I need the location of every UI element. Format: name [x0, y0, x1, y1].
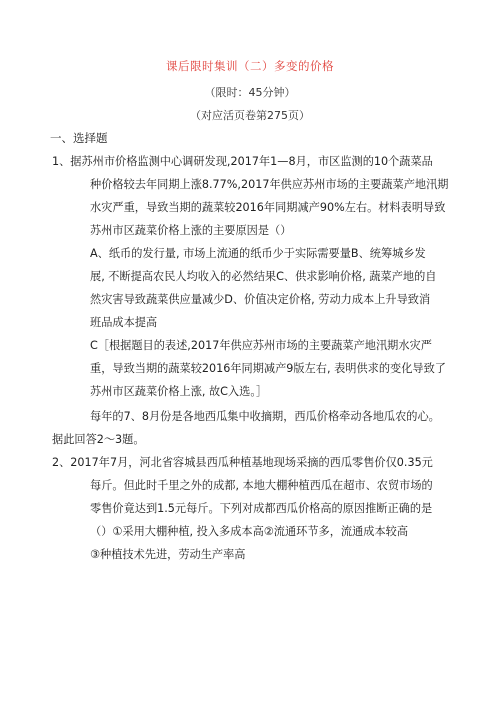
q1-line: 种价格较去年同期上涨8.77%,2017年供应苏州市场的主要蔬菜产地汛期: [90, 178, 449, 191]
answer-line: 重，导致当期的蔬菜较2016年同期减产9版左右, 表明供求的变化导致了: [90, 362, 446, 375]
intro-line: 据此回答2〜3题。: [52, 433, 145, 446]
q1-line: 水灾严重，导致当期的蔬菜较2016年同期减产90%左右。材料表明导致: [90, 201, 446, 214]
option-line: 然灾害导致蔬菜供应量减少D、价值决定价格, 劳动力成本上升导致消: [90, 293, 431, 306]
option-line: 班品成本提高: [90, 316, 158, 329]
time-limit: （限时：45分钟）: [204, 86, 296, 99]
q2-line: （）①采用大棚种植, 投入多成本高②流通环节多，流通成本较高: [90, 525, 409, 538]
section-title: 一、选择题: [50, 131, 108, 145]
option-line: 展, 不断提高农民人均收入的必然结果C、供求影响价格, 蔬菜产地的自: [90, 270, 437, 283]
page-title: 课后限时集训（二）多变的价格: [166, 59, 334, 73]
q2-line: 零售价竟达到1.5元每斤。下列对成都西瓜价格高的原因推断正确的是: [90, 502, 433, 515]
option-line: A、纸币的发行量, 市场上流通的纸币少于实际需要量B、统筹城乡发: [90, 247, 426, 260]
answer-line: C［根据题目的表述,2017年供应苏州市场的主要蔬菜产地汛期水灾严: [90, 339, 432, 352]
q1-line: 1、据苏州市价格监测中心调研发现,2017年1—8月，市区监测的10个蔬菜品: [52, 155, 433, 168]
q2-line: 2、2017年7月，河北省容城县西瓜种植基地现场采摘的西瓜零售价仅0.35元: [52, 456, 433, 469]
q2-line: ③种植技术先进，劳动生产率高: [90, 548, 246, 561]
q2-line: 每斤。但此时千里之外的成都, 本地大棚种植西瓜在超市、农贸市场的: [90, 479, 433, 492]
page-reference: （对应活页卷第275页）: [190, 109, 310, 122]
q1-line: 苏州市区蔬菜价格上涨的主要原因是（）: [90, 224, 292, 237]
intro-line: 每年的7、8月份是各地西瓜集中收摘期，西瓜价格牵动各地瓜农的心。: [90, 410, 440, 423]
answer-line: 苏州市区蔬菜价格上涨, 故C入选。］: [90, 385, 268, 398]
